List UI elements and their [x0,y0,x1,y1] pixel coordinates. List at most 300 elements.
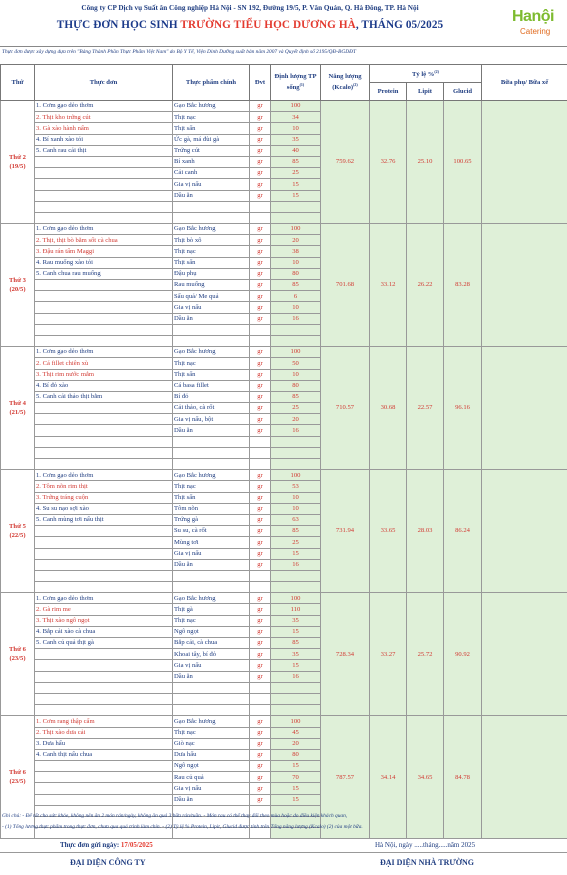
day-date: (23/5) [9,655,26,663]
unit-cell: gr [250,380,271,391]
food-cell: Dưa hấu [173,749,250,760]
protein-cell: 32.76 [370,101,407,224]
qty-cell: 16 [271,313,321,324]
unit-cell [250,436,271,447]
dish-cell [35,168,173,179]
dish-cell: 4. Rau muống xào tỏi [35,257,173,268]
dish-cell: 2. Thịt xào dưa cải [35,727,173,738]
qty-cell: 16 [271,559,321,570]
unit-cell: gr [250,626,271,637]
unit-cell: gr [250,403,271,414]
qty-cell [271,447,321,458]
qty-cell: 45 [271,727,321,738]
food-cell: Gia vị nấu [173,302,250,313]
dish-cell: 4. Canh thịt nấu chua [35,749,173,760]
dish-cell [35,414,173,425]
qty-cell: 20 [271,235,321,246]
qty-cell: 100 [271,347,321,358]
unit-cell: gr [250,492,271,503]
day-cell [1,470,35,593]
day-name: Thứ 3 [9,276,26,284]
food-cell: Thịt nạc [173,727,250,738]
food-cell: Thịt nạc [173,246,250,257]
food-cell: Gia vị nấu, bột [173,414,250,425]
food-cell: Ức gà, má đùi gà [173,134,250,145]
food-cell [173,682,250,693]
unit-cell: gr [250,302,271,313]
food-cell: Ngô ngọt [173,761,250,772]
qty-cell: 100 [271,224,321,235]
qty-cell [271,693,321,704]
col-ratio-label: Tỷ lệ % [411,71,435,79]
place-date-line: Hà Nội, ngày .....tháng.....năm 2025 [375,841,476,849]
food-cell [173,212,250,223]
dish-cell [35,335,173,346]
food-cell: Thịt sấn [173,257,250,268]
qty-cell [271,324,321,335]
food-cell: Rau muống [173,280,250,291]
dish-cell [35,436,173,447]
qty-cell [271,459,321,470]
col-ratio [370,65,482,83]
dish-cell: 5. Canh cải thảo thịt bằm [35,391,173,402]
qty-cell: 25 [271,168,321,179]
unit-cell: gr [250,649,271,660]
qty-cell: 70 [271,772,321,783]
col-protein: Protein [370,83,407,101]
col-energy-sup: (2) [353,81,358,87]
unit-cell: gr [250,738,271,749]
unit-cell: gr [250,593,271,604]
unit-cell [250,570,271,581]
food-cell: Gạo Bắc hương [173,101,250,112]
col-energy-label: Năng lượng (Kcalo) [328,72,362,92]
lipit-cell: 26.22 [407,224,444,347]
qty-cell: 10 [271,257,321,268]
menu-body [1,101,567,839]
qty-cell: 35 [271,134,321,145]
qty-cell: 15 [271,761,321,772]
page-title [0,19,500,31]
footer-divider [0,852,567,853]
food-cell: Dầu ăn [173,559,250,570]
unit-cell: gr [250,313,271,324]
dish-cell [35,537,173,548]
qty-cell: 40 [271,145,321,156]
qty-cell [271,582,321,593]
school-representative: ĐẠI DIỆN NHÀ TRƯỜNG [380,858,475,867]
dish-cell: 3. Thịt rim nước mắm [35,369,173,380]
snack-cell [482,716,567,839]
unit-cell [250,324,271,335]
col-qty-sup: (1) [299,81,305,87]
unit-cell: gr [250,101,271,112]
dish-cell: 5. Canh củ quả thịt gà [35,638,173,649]
dish-cell [35,212,173,223]
food-cell: Gia vị nấu [173,660,250,671]
food-cell: Gạo Bắc hương [173,470,250,481]
qty-cell: 20 [271,414,321,425]
food-cell: Thịt nạc [173,481,250,492]
qty-cell: 10 [271,369,321,380]
qty-cell: 15 [271,626,321,637]
qty-cell [271,570,321,581]
qty-cell: 15 [271,783,321,794]
table-row [1,101,567,112]
food-cell: Gạo Bắc hương [173,224,250,235]
day-name: Thứ 4 [9,399,26,407]
protein-cell: 30.68 [370,347,407,470]
glucid-cell: 96.16 [444,347,482,470]
dish-cell: 3. Gà xào hành nấm [35,123,173,134]
title-school: TRƯỜNG TIỂU HỌC DƯƠNG HÀ [180,19,356,31]
unit-cell: gr [250,716,271,727]
dish-cell: 4. Bắp cải xào cà chua [35,626,173,637]
dish-cell [35,548,173,559]
glucid-cell: 86.24 [444,470,482,593]
day-name: Thứ 5 [9,522,26,530]
lipit-cell: 22.57 [407,347,444,470]
qty-cell [271,335,321,346]
glucid-cell: 90.92 [444,593,482,716]
unit-cell: gr [250,425,271,436]
food-cell: Thịt sấn [173,492,250,503]
energy-cell: 759.62 [321,101,370,224]
snack-cell [482,593,567,716]
unit-cell [250,705,271,716]
qty-cell: 63 [271,514,321,525]
unit-cell: gr [250,481,271,492]
food-cell [173,335,250,346]
day-date: (21/5) [9,409,26,417]
table-row [1,470,567,481]
unit-cell: gr [250,414,271,425]
menu-table [0,64,567,839]
food-cell: Dầu ăn [173,190,250,201]
food-cell: Mùng tơi [173,537,250,548]
lipit-cell: 28.03 [407,470,444,593]
food-cell: Bí đỏ [173,391,250,402]
unit-cell: gr [250,369,271,380]
food-cell [173,459,250,470]
qty-cell [271,682,321,693]
day-name: Thứ 6 [9,768,26,776]
qty-cell: 100 [271,101,321,112]
qty-cell [271,212,321,223]
dish-cell: 1. Cơm gạo dẻo thơm [35,470,173,481]
dish-cell: 3. Dưa hấu [35,738,173,749]
food-cell: Dầu ăn [173,794,250,805]
food-cell [173,570,250,581]
energy-cell: 728.34 [321,593,370,716]
food-cell: Dầu ăn [173,313,250,324]
col-qty-label: Định lượng TP sống [274,72,317,92]
day-date: (23/5) [9,778,26,786]
protein-cell: 34.14 [370,716,407,839]
unit-cell: gr [250,772,271,783]
qty-cell: 85 [271,526,321,537]
qty-cell: 85 [271,638,321,649]
food-cell: Gia vị nấu [173,783,250,794]
dish-cell [35,526,173,537]
day-cell [1,224,35,347]
day-date: (22/5) [9,532,26,540]
qty-cell: 10 [271,302,321,313]
unit-cell: gr [250,280,271,291]
unit-cell: gr [250,749,271,760]
title-suffix: , THÁNG 05/2025 [355,19,444,31]
qty-cell: 10 [271,123,321,134]
dish-cell [35,179,173,190]
qty-cell: 25 [271,537,321,548]
food-cell: Thịt nạc [173,615,250,626]
food-cell [173,447,250,458]
food-cell: Ngô ngọt [173,626,250,637]
col-unit: Đvt [250,65,271,101]
dish-cell: 5. Canh chua rau muống [35,268,173,279]
qty-cell: 85 [271,391,321,402]
dish-cell [35,403,173,414]
day-cell [1,347,35,470]
dish-cell: 1. Cơm rang thập cẩm [35,716,173,727]
food-cell [173,693,250,704]
food-cell: Gạo Bắc hương [173,716,250,727]
unit-cell [250,212,271,223]
qty-cell: 16 [271,425,321,436]
qty-cell: 80 [271,380,321,391]
unit-cell: gr [250,257,271,268]
col-day: Thứ [1,65,35,101]
unit-cell: gr [250,190,271,201]
qty-cell: 85 [271,280,321,291]
food-cell [173,324,250,335]
hanoi-catering-logo [510,8,565,40]
qty-cell: 15 [271,190,321,201]
protein-cell: 33.65 [370,470,407,593]
qty-cell [271,436,321,447]
unit-cell: gr [250,235,271,246]
dish-cell [35,570,173,581]
dish-cell: 4. Bí đỏ xào [35,380,173,391]
dish-cell [35,705,173,716]
dish-cell [35,313,173,324]
qty-cell: 100 [271,593,321,604]
glucid-cell: 83.28 [444,224,482,347]
sent-date-line [60,841,153,849]
dish-cell [35,761,173,772]
food-cell [173,705,250,716]
unit-cell: gr [250,615,271,626]
food-cell: Dầu ăn [173,425,250,436]
food-cell: Gạo Bắc hương [173,593,250,604]
unit-cell [250,582,271,593]
dish-cell: 5. Canh rau cải thịt [35,145,173,156]
qty-cell: 85 [271,156,321,167]
col-food: Thực phẩm chính [173,65,250,101]
day-date: (19/5) [9,163,26,171]
food-cell: Cải thảo, cà rốt [173,403,250,414]
food-cell: Gia vị nấu [173,179,250,190]
unit-cell: gr [250,179,271,190]
food-cell: Sấu quả/ Me quả [173,291,250,302]
unit-cell: gr [250,671,271,682]
dish-cell [35,649,173,660]
day-cell [1,716,35,839]
title-prefix: THỰC ĐƠN HỌC SINH [56,19,178,31]
unit-cell: gr [250,145,271,156]
dish-cell: 2. Thịt kho trứng cút [35,112,173,123]
unit-cell: gr [250,783,271,794]
food-cell: Thịt sấn [173,369,250,380]
food-cell [173,436,250,447]
dish-cell [35,190,173,201]
sent-date: 17/05/2025 [120,841,153,849]
unit-cell: gr [250,291,271,302]
table-row [1,347,567,358]
source-note: Thực đơn được xây dựng dựa trên "Bảng Thành Phần Thực Phẩm Việt Nam" do Bộ Y Tế, Viện Dinh Dưỡng xuất bản năm 2007 và Quyết định số 2195/QĐ-BGDĐT [2,49,357,55]
table-row [1,224,567,235]
unit-cell: gr [250,514,271,525]
qty-cell: 16 [271,671,321,682]
qty-cell: 20 [271,738,321,749]
qty-cell: 35 [271,615,321,626]
qty-cell: 38 [271,246,321,257]
company-info: Công ty CP Dịch vụ Suất ăn Công nghiệp Hà Nội - SN 192, Đường 19/5, P. Văn Quán, Q. Hà Đông, TP. Hà Nội [81,4,419,12]
unit-cell [250,459,271,470]
dish-cell [35,682,173,693]
dish-cell [35,660,173,671]
col-energy [321,65,370,101]
sent-label: Thực đơn gửi ngày: [60,841,120,849]
dish-cell: 2. Gà rim me [35,604,173,615]
qty-cell: 6 [271,291,321,302]
dish-cell: 3. Trứng tráng cuộn [35,492,173,503]
unit-cell: gr [250,638,271,649]
dish-cell: 3. Đậu rán tẩm Maggi [35,246,173,257]
col-ratio-sup: (2) [434,68,440,74]
unit-cell: gr [250,358,271,369]
unit-cell: gr [250,470,271,481]
food-cell: Tôm nõn [173,503,250,514]
table-row [1,716,567,727]
dish-cell [35,459,173,470]
qty-cell: 15 [271,548,321,559]
dish-cell [35,280,173,291]
food-cell: Khoai tây, bí đỏ [173,649,250,660]
day-cell [1,593,35,716]
unit-cell: gr [250,761,271,772]
snack-cell [482,470,567,593]
logo-sub-text: Catering [520,27,551,36]
logo-main-text: Hanội [512,8,554,25]
food-cell: Thịt nạc [173,358,250,369]
food-cell: Cải canh [173,168,250,179]
food-cell: Cá basa fillet [173,380,250,391]
table-row [1,593,567,604]
header-divider [0,46,567,47]
col-snack: Bữa phụ/ Bữa xế [482,65,567,101]
unit-cell [250,682,271,693]
dish-cell: 1. Cơm gạo dẻo thơm [35,347,173,358]
lipit-cell: 34.65 [407,716,444,839]
food-cell [173,582,250,593]
day-name: Thứ 6 [9,645,26,653]
energy-cell: 701.68 [321,224,370,347]
unit-cell: gr [250,548,271,559]
qty-cell [271,201,321,212]
dish-cell [35,447,173,458]
dish-cell [35,425,173,436]
unit-cell: gr [250,660,271,671]
unit-cell: gr [250,168,271,179]
qty-cell: 50 [271,358,321,369]
dish-cell [35,291,173,302]
qty-cell: 10 [271,503,321,514]
dish-cell [35,794,173,805]
col-qty [271,65,321,101]
col-menu: Thực đơn [35,65,173,101]
food-cell: Thịt bò xô [173,235,250,246]
day-date: (20/5) [9,286,26,294]
unit-cell: gr [250,268,271,279]
food-cell: Trứng gà [173,514,250,525]
dish-cell [35,302,173,313]
food-cell: Bắp cải, cà chua [173,638,250,649]
protein-cell: 33.27 [370,593,407,716]
dish-cell: 1. Cơm gạo dẻo thơm [35,224,173,235]
qty-cell: 15 [271,660,321,671]
food-cell: Su su, cà rốt [173,526,250,537]
snack-cell [482,101,567,224]
qty-cell: 34 [271,112,321,123]
lipit-cell: 25.10 [407,101,444,224]
qty-cell: 15 [271,794,321,805]
unit-cell: gr [250,391,271,402]
qty-cell: 53 [271,481,321,492]
snack-cell [482,347,567,470]
unit-cell: gr [250,727,271,738]
footer-note-1: Ghi chú: - Để tốt cho sức khỏe, không nên ăn 2 món rán/ngày, không ăn quá 3 bữa rán/tuần. - Món rau có thể thay đổi theo mùa hoặc do điều kiện khách quan, [2,813,348,819]
dish-cell: 2. Tôm nõn rim thịt [35,481,173,492]
food-cell: Thịt sấn [173,123,250,134]
qty-cell: 80 [271,749,321,760]
qty-cell: 35 [271,649,321,660]
dish-cell [35,671,173,682]
food-cell: Đậu phụ [173,268,250,279]
unit-cell: gr [250,526,271,537]
unit-cell [250,447,271,458]
food-cell: Gia vị nấu [173,548,250,559]
company-representative: ĐẠI DIỆN CÔNG TY [70,858,146,867]
qty-cell: 80 [271,268,321,279]
unit-cell [250,693,271,704]
qty-cell [271,705,321,716]
glucid-cell: 84.78 [444,716,482,839]
dish-cell [35,201,173,212]
qty-cell: 110 [271,604,321,615]
food-cell: Trứng cút [173,145,250,156]
energy-cell: 787.57 [321,716,370,839]
unit-cell: gr [250,537,271,548]
dish-cell [35,559,173,570]
qty-cell: 25 [271,403,321,414]
dish-cell: 1. Cơm gạo dẻo thơm [35,101,173,112]
qty-cell: 100 [271,716,321,727]
energy-cell: 731.94 [321,470,370,593]
unit-cell: gr [250,559,271,570]
dish-cell [35,582,173,593]
unit-cell [250,335,271,346]
